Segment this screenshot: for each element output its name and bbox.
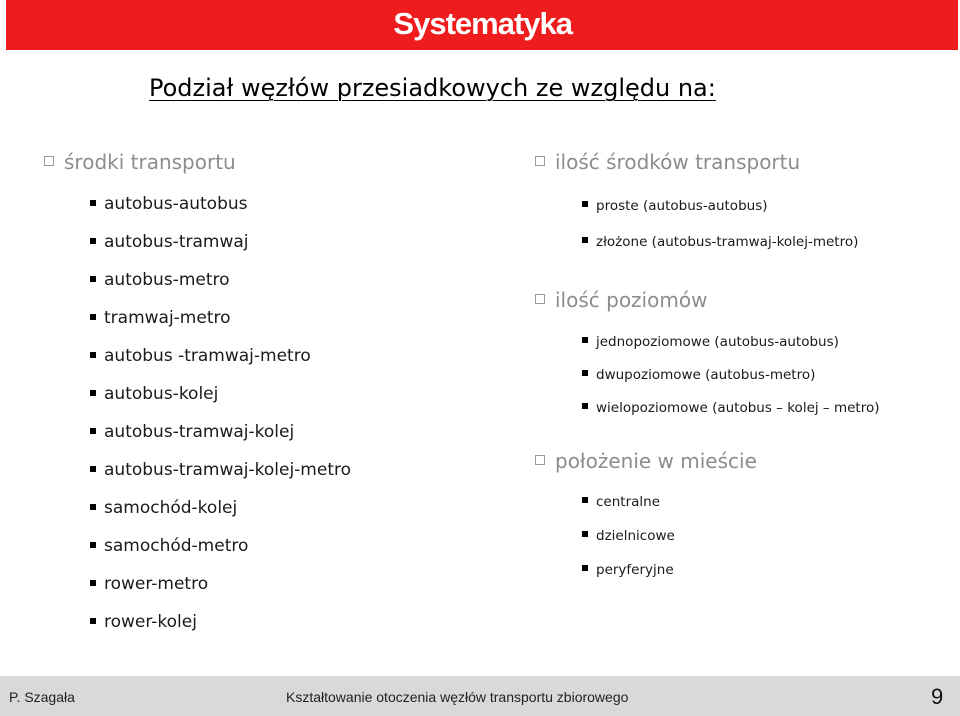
square-bullet-icon (90, 238, 96, 244)
list-item: autobus-autobus (90, 194, 248, 214)
slide-title: Systematyka (393, 6, 572, 41)
right-heading: ilość poziomów (535, 288, 707, 312)
square-bullet-icon (90, 314, 96, 320)
square-bullet-icon (90, 504, 96, 510)
list-item: autobus -tramwaj-metro (90, 346, 311, 366)
list-item: centralne (582, 494, 660, 510)
square-bullet-icon (582, 565, 588, 571)
list-item: wielopoziomowe (autobus – kolej – metro) (582, 400, 880, 416)
square-bullet-icon (90, 352, 96, 358)
list-item: samochód-metro (90, 536, 248, 556)
square-bullet-icon (582, 337, 588, 343)
square-bullet-icon (44, 156, 54, 166)
list-item: autobus-tramwaj (90, 232, 249, 252)
square-bullet-icon (535, 455, 545, 465)
list-item: dwupoziomowe (autobus-metro) (582, 367, 815, 383)
page-number: 9 (931, 684, 944, 709)
square-bullet-icon (90, 580, 96, 586)
list-item: autobus-metro (90, 270, 230, 290)
square-bullet-icon (535, 156, 545, 166)
square-bullet-icon (582, 531, 588, 537)
square-bullet-icon (90, 276, 96, 282)
square-bullet-icon (90, 542, 96, 548)
list-item: autobus-tramwaj-kolej-metro (90, 460, 351, 480)
right-heading: położenie w mieście (535, 449, 757, 473)
left-heading: środki transportu (44, 150, 236, 174)
footer-title: Kształtowanie otoczenia węzłów transportu zbiorowego (286, 689, 629, 705)
square-bullet-icon (535, 294, 545, 304)
square-bullet-icon (90, 618, 96, 624)
square-bullet-icon (90, 200, 96, 206)
square-bullet-icon (90, 428, 96, 434)
right-heading: ilość środków transportu (535, 150, 800, 174)
list-item: peryferyjne (582, 562, 674, 578)
square-bullet-icon (582, 403, 588, 409)
list-item: rower-metro (90, 574, 208, 594)
list-item: tramwaj-metro (90, 308, 231, 328)
footer-author: P. Szagała (9, 689, 75, 705)
list-item: samochód-kolej (90, 498, 237, 518)
list-item: autobus-kolej (90, 384, 218, 404)
square-bullet-icon (90, 390, 96, 396)
square-bullet-icon (582, 370, 588, 376)
list-item: rower-kolej (90, 612, 197, 632)
square-bullet-icon (582, 237, 588, 243)
list-item: dzielnicowe (582, 528, 675, 544)
list-item: proste (autobus-autobus) (582, 198, 768, 214)
list-item: złożone (autobus-tramwaj-kolej-metro) (582, 234, 858, 250)
square-bullet-icon (90, 466, 96, 472)
list-item: jednopoziomowe (autobus-autobus) (582, 334, 839, 350)
slide-subtitle: Podział węzłów przesiadkowych ze względu na: (149, 74, 716, 102)
square-bullet-icon (582, 497, 588, 503)
list-item: autobus-tramwaj-kolej (90, 422, 294, 442)
square-bullet-icon (582, 201, 588, 207)
